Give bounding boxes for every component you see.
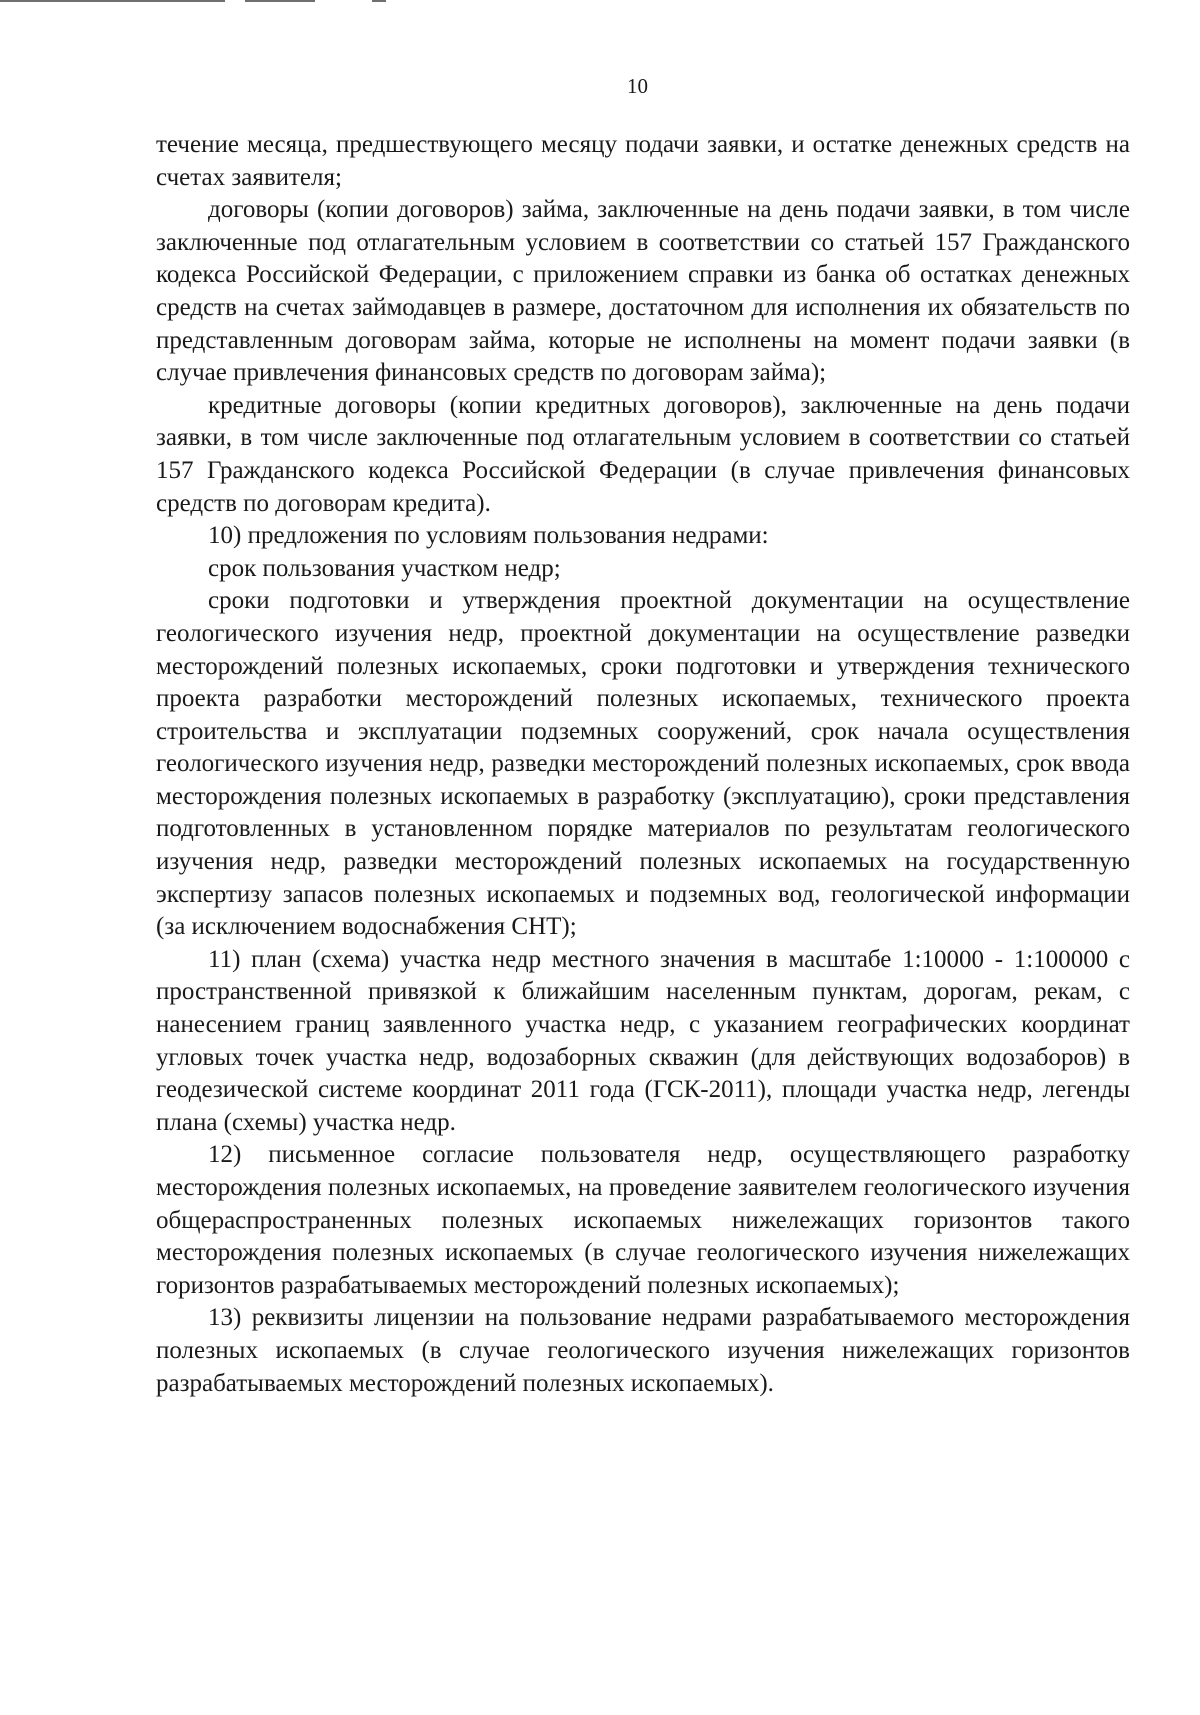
paragraph-item-11: 11) план (схема) участка недр местного значения в масштабе 1:10000 - 1:100000 с пространственной привязкой к ближайшим населенным пунктам, дорогам, рекам, с нанесением границ заявленного участка недр, с указанием географических координат угловых точек участка недр, водозаборных скважин (для действующих водозаборов) в геодезической системе координат 2011 года (ГСК-2011), площади участка недр, легенды плана (схемы) участка недр. <box>156 945 1130 1136</box>
paragraph-continuation: течение месяца, предшествующего месяцу подачи заявки, и остатке денежных средств на счетах заявителя; <box>156 131 1130 191</box>
scan-edge-mark <box>0 0 225 2</box>
document-body <box>156 129 1130 1400</box>
page-number: 10 <box>627 74 648 98</box>
paragraph-credit-agreements: кредитные договоры (копии кредитных договоров), заключенные на день подачи заявки, в том числе заключенные под отлагательным условием в соответствии со статьей 157 Гражданского кодекса Российской Федерации (в случае привлечения финансовых средств по договорам кредита). <box>156 391 1130 517</box>
scan-edge-mark <box>245 0 315 2</box>
scan-edge-mark <box>372 0 386 2</box>
paragraph-item-12: 12) письменное согласие пользователя недр, осуществляющего разработку месторождения полезных ископаемых, на проведение заявителем геологического изучения общераспространенных полезных ископаемых нижележащих горизонтов такого месторождения полезных ископаемых (в случае геологического изучения нижележащих горизонтов разрабатываемых месторождений полезных ископаемых); <box>156 1141 1130 1299</box>
paragraph-item-13: 13) реквизиты лицензии на пользование недрами разрабатываемого месторождения полезных ископаемых (в случае геологического изучения нижележащих горизонтов разрабатываемых месторождений полезных ископаемых). <box>156 1304 1130 1397</box>
paragraph-loan-agreements: договоры (копии договоров) займа, заключенные на день подачи заявки, в том числе заключенные под отлагательным условием в соответствии со статьей 157 Гражданского кодекса Российской Федерации, с приложением справки из банка об остатках денежных средств на счетах займодавцев в размере, достаточном для исполнения их обязательств по представленным договорам займа, которые не исполнены на момент подачи заявки (в случае привлечения финансовых средств по договорам займа); <box>156 196 1130 387</box>
paragraph-item-10: 10) предложения по условиям пользования недрами: <box>208 522 769 550</box>
paragraph-deadlines: сроки подготовки и утверждения проектной документации на осуществление геологического изучения недр, проектной документации на осуществление разведки месторождений полезных ископаемых, сроки подготовки и утверждения технического проекта разработки месторождений полезных ископаемых, технического проекта строительства и эксплуатации подземных сооружений, срок начала осуществления геологического изучения недр, разведки месторождений полезных ископаемых, срок ввода месторождения полезных ископаемых в разработку (эксплуатацию), сроки представления подготовленных в установленном порядке материалов по результатам геологического изучения недр, разведки месторождений полезных ископаемых на государственную экспертизу запасов полезных ископаемых и подземных вод, геологической информации (за исключением водоснабжения СНТ); <box>156 587 1130 941</box>
paragraph-term-of-use: срок пользования участком недр; <box>208 554 561 582</box>
